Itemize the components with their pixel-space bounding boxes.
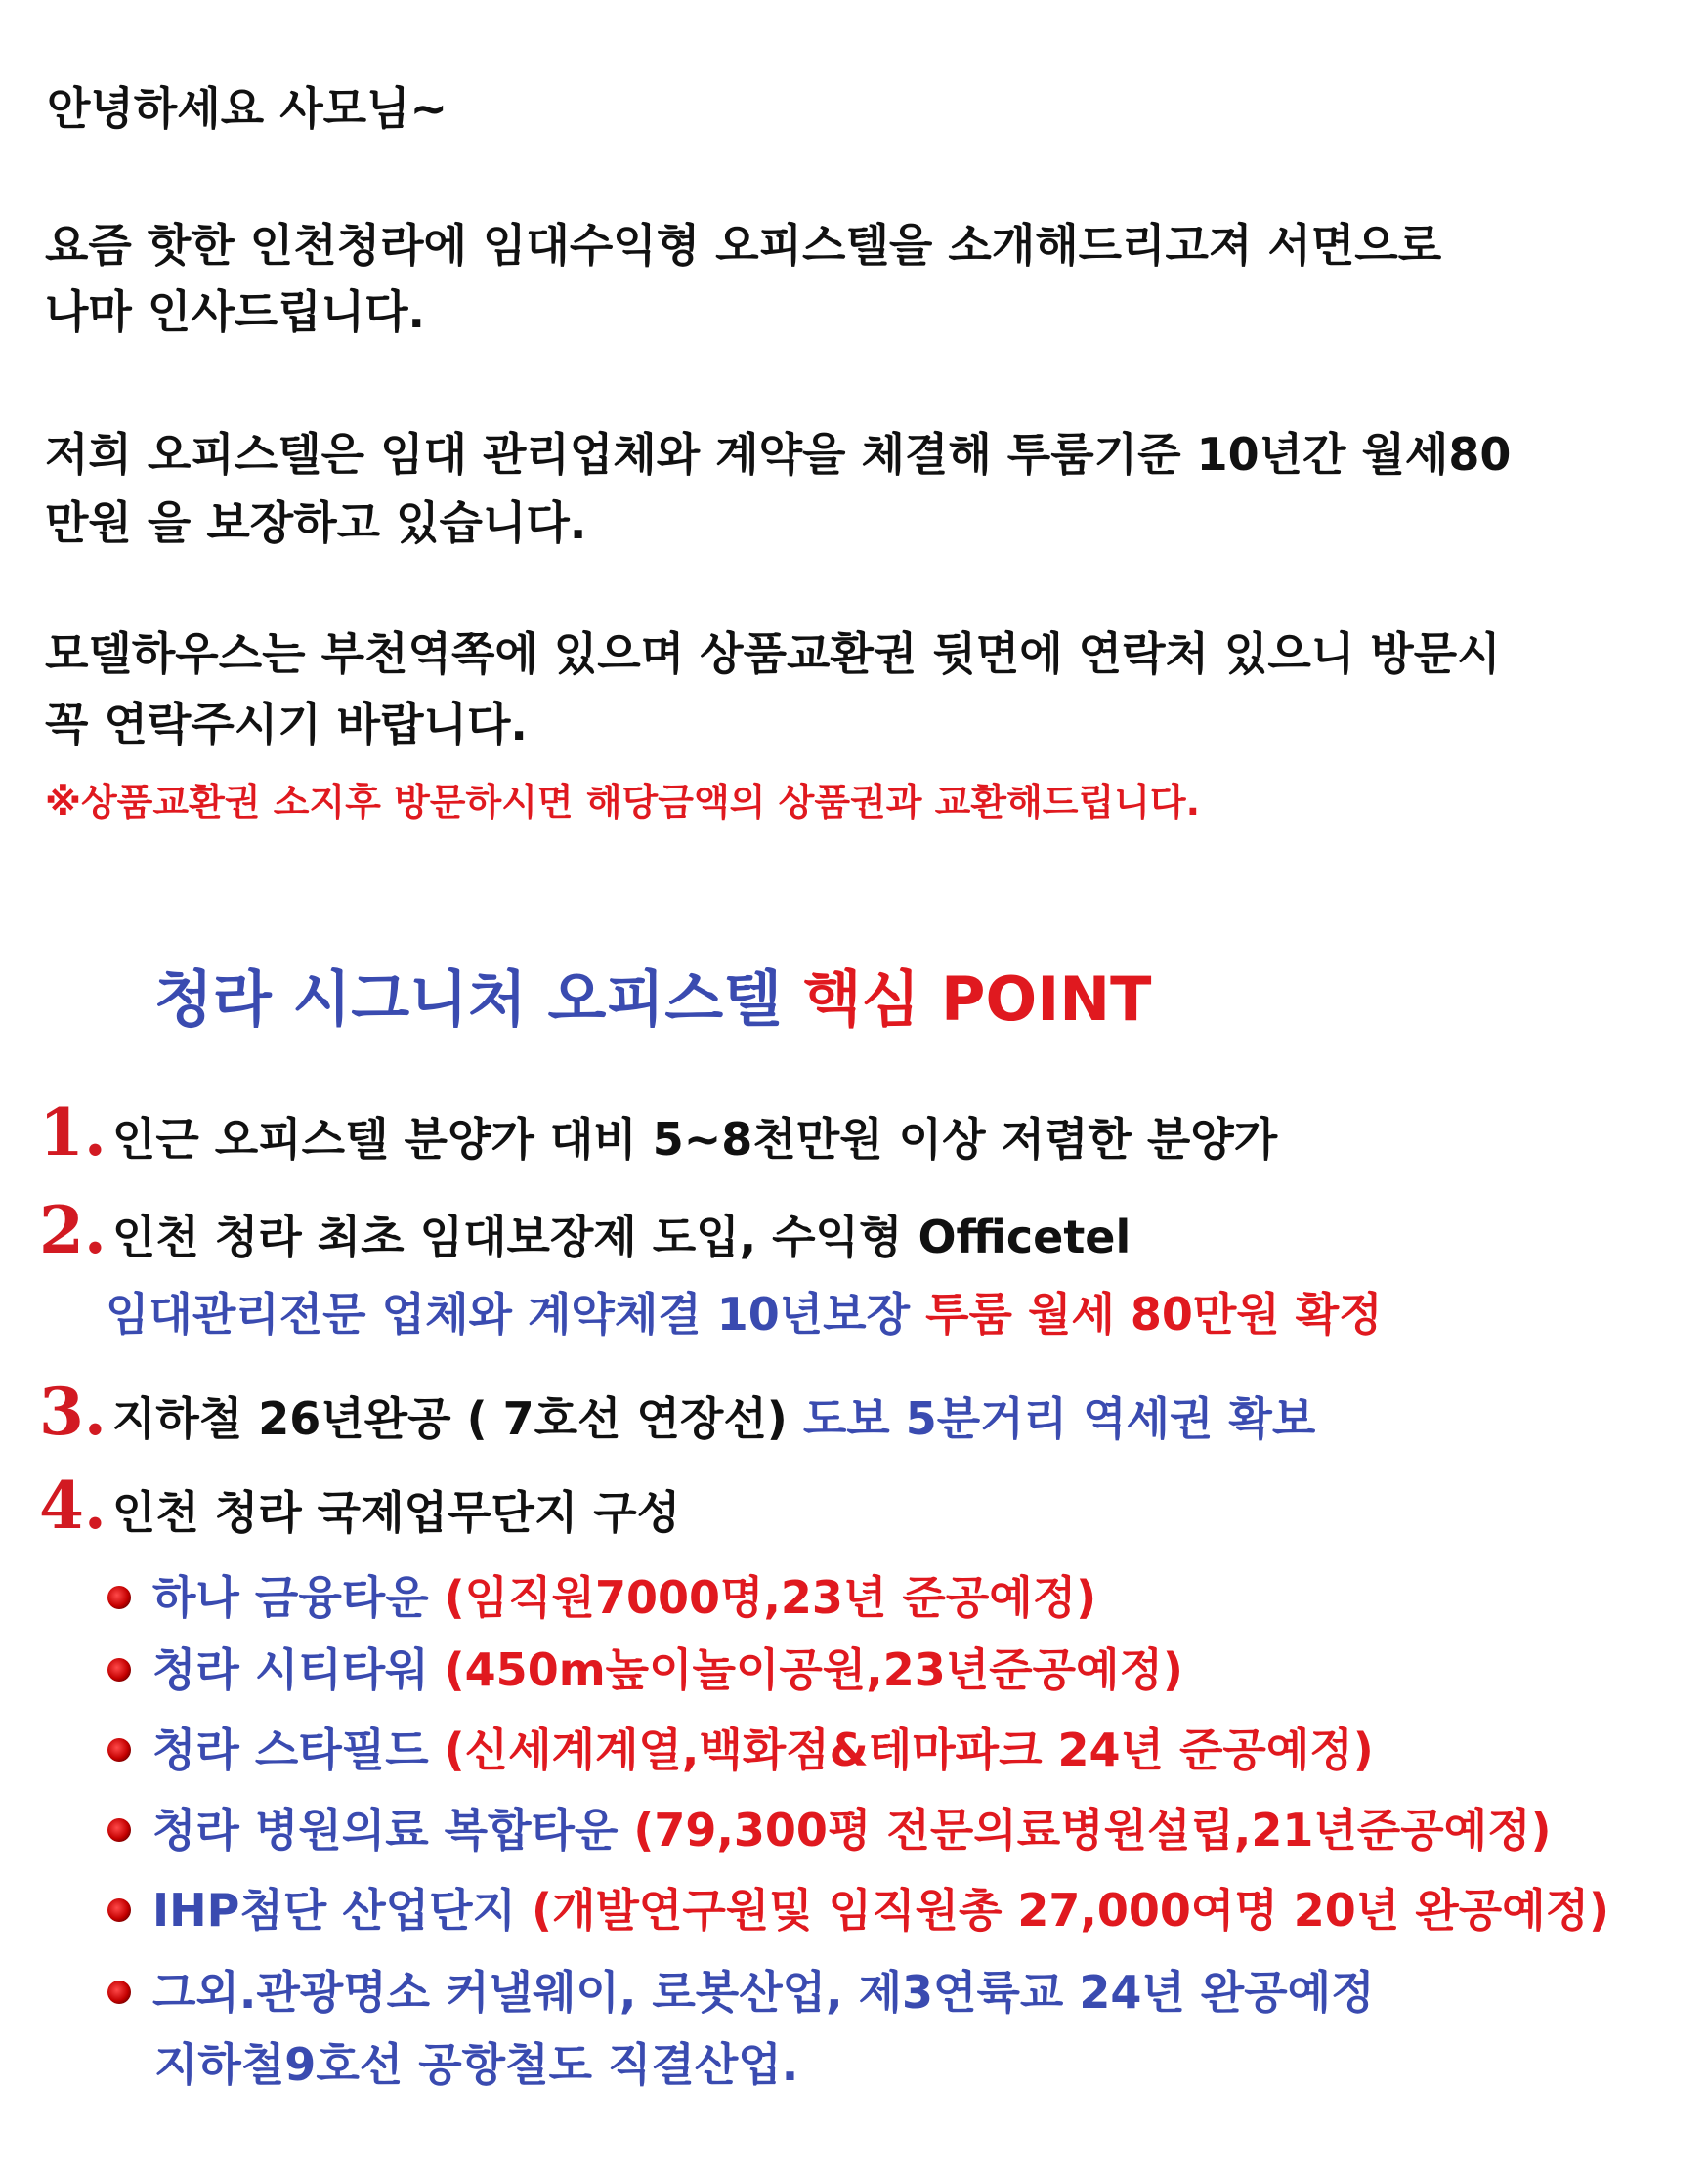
bullet-dot-icon [107, 1981, 131, 2004]
point-text: 인천 청라 최초 임대보장제 도입, 수익형 Officetel [111, 1211, 1132, 1263]
intro-p1-line1: 요즘 핫한 인천청라에 임대수익형 오피스텔을 소개해드리고져 서면으로 [45, 219, 1442, 272]
bullet-detail: (임직원7000명,23년 준공예정) [444, 1571, 1097, 1624]
point-3-blue: 도보 5분거리 역세권 확보 [802, 1392, 1316, 1445]
point-text: 인근 오피스텔 분양가 대비 5~8천만원 이상 저렴한 분양가 [111, 1113, 1278, 1166]
bullet-detail: (신세계계열,백화점&테마파크 24년 준공예정) [444, 1724, 1374, 1776]
bullet-item [107, 1643, 1183, 1696]
bullet-item-continuation: 지하철9호선 공항철도 직결산업. [154, 2038, 799, 2091]
point-number: 1. [39, 1094, 107, 1171]
bullet-item [107, 1966, 1375, 2019]
bullet-dot-icon [107, 1738, 131, 1762]
bullet-name: IHP첨단 산업단지 [152, 1884, 516, 1937]
bullet-dot-icon [107, 1586, 131, 1609]
point-1 [39, 1094, 1278, 1171]
point-4 [39, 1468, 681, 1544]
section-title-blue: 청라 시그니처 오피스텔 [154, 963, 783, 1035]
bullet-name: 그외.관광명소 커낼웨이, 로봇산업, 제3연륙교 24년 완공예정 [152, 1966, 1375, 2019]
point-number: 2. [39, 1192, 107, 1268]
greeting: 안녕하세요 사모님~ [47, 82, 448, 135]
bullet-item [107, 1724, 1374, 1776]
bullet-name: 청라 시티타워 [152, 1643, 429, 1696]
bullet-name: 하나 금융타운 [152, 1571, 429, 1624]
bullet-item [107, 1804, 1552, 1856]
intro-p3-line2: 꼭 연락주시기 바랍니다. [45, 698, 528, 750]
intro-p3-line1: 모델하우스는 부천역쪽에 있으며 상품교환권 뒷면에 연락처 있으니 방문시 [45, 627, 1501, 680]
bullet-detail: (개발연구원및 임직원총 27,000여명 20년 완공예정) [531, 1884, 1610, 1937]
intro-p2-line1: 저희 오피스텔은 임대 관리업체와 계약을 체결해 투룸기준 10년간 월세80 [45, 428, 1512, 481]
bullet-detail: (450m높이놀이공원,23년준공예정) [444, 1643, 1183, 1696]
point-2-sub-red: 투룸 월세 80만원 확정 [925, 1288, 1383, 1341]
intro-p1-line2: 나마 인사드립니다. [45, 285, 425, 338]
bullet-dot-icon [107, 1898, 131, 1922]
point-text: 지하철 26년완공 ( 7호선 연장선) [111, 1392, 788, 1445]
point-3 [39, 1374, 1316, 1450]
bullet-dot-icon [107, 1818, 131, 1842]
intro-p2-line2: 만원 을 보장하고 있습니다. [45, 496, 587, 549]
bullet-dot-icon [107, 1658, 131, 1682]
bullet-name: 청라 병원의료 복합타운 [152, 1804, 619, 1856]
bullet-detail: (79,300평 전문의료병원설립,21년준공예정) [633, 1804, 1552, 1856]
point-number: 4. [39, 1468, 107, 1544]
point-number: 3. [39, 1374, 107, 1450]
point-text: 인천 청라 국제업무단지 구성 [111, 1486, 681, 1539]
bullet-item [107, 1571, 1097, 1624]
bullet-name: 청라 스타필드 [152, 1724, 429, 1776]
section-title-red: 핵심 POINT [802, 963, 1152, 1035]
section-title [154, 963, 1152, 1035]
point-2-subline [106, 1288, 1383, 1341]
point-2 [39, 1192, 1132, 1268]
bullet-item [107, 1884, 1610, 1937]
point-2-sub-blue: 임대관리전문 업체와 계약체결 10년보장 [106, 1288, 911, 1341]
notice-text: ※상품교환권 소지후 방문하시면 해당금액의 상품권과 교환해드립니다. [45, 781, 1201, 824]
